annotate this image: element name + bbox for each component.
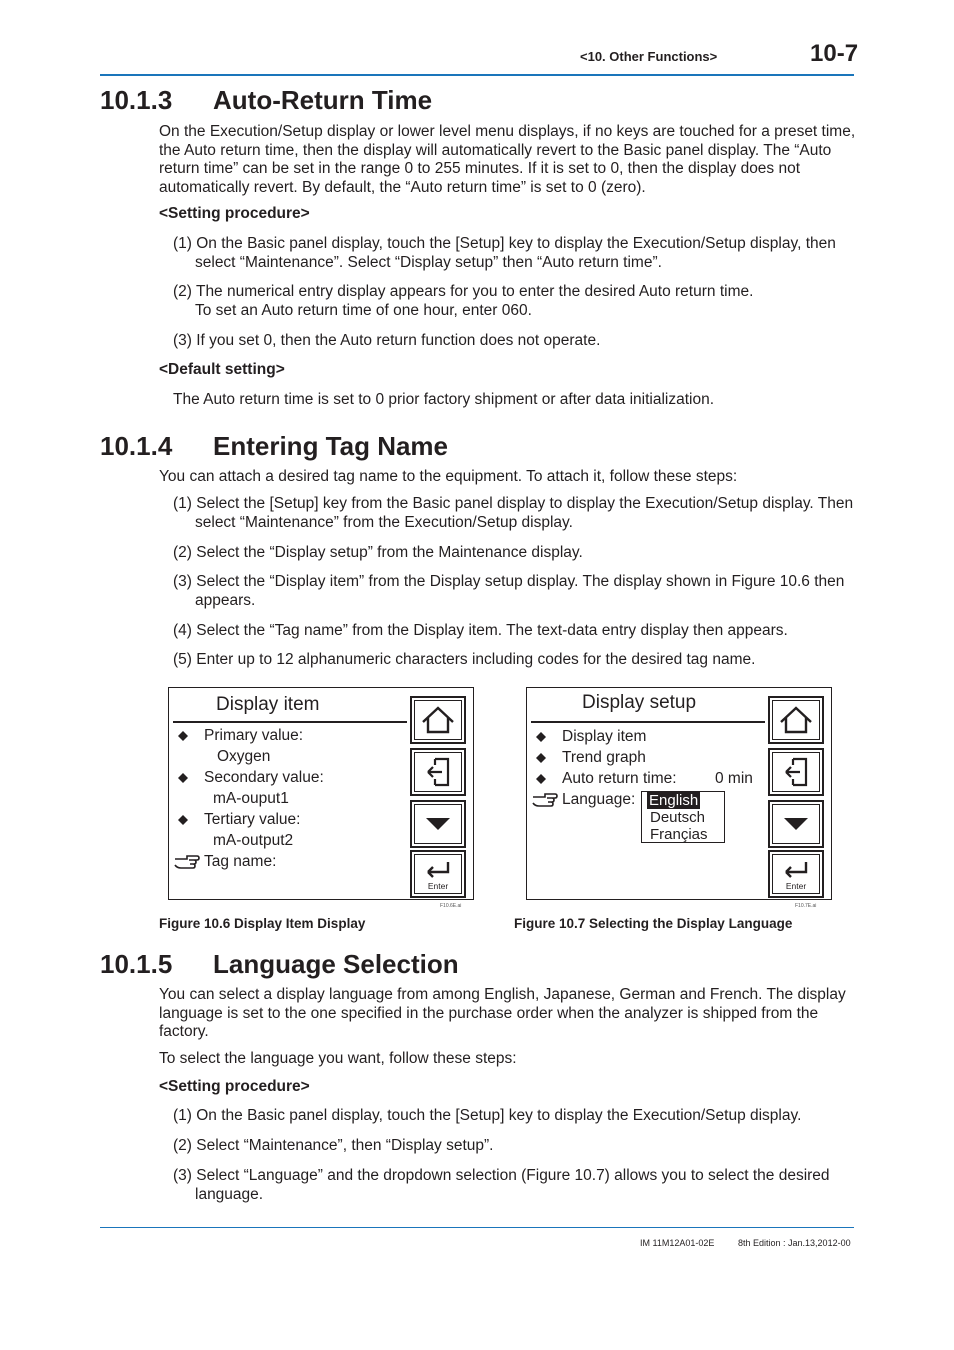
language-dropdown[interactable] [641, 791, 725, 843]
down-arrow-icon [411, 801, 465, 847]
step: (3) Select the “Display item” from the Display setup display. The display shown in Figure 10.6 then appears. [173, 573, 845, 609]
panel-title: Display setup [582, 692, 697, 713]
step: (2) Select “Maintenance”, then “Display setup”. [173, 1137, 494, 1154]
enter-button[interactable] [768, 850, 824, 898]
return-button[interactable] [410, 748, 466, 796]
step: (3) Select “Language” and the dropdown selection (Figure 10.7) allows you to select the desired language. [173, 1167, 830, 1203]
section-title: Entering Tag Name [213, 431, 449, 461]
enter-label: Enter [785, 881, 807, 891]
step: (5) Enter up to 12 alphanumeric characters including codes for the desired tag name. [173, 651, 756, 668]
down-button[interactable] [768, 800, 824, 848]
language-option[interactable]: Françias [650, 826, 708, 843]
paragraph: To select the language you want, follow these steps: [159, 1050, 517, 1067]
panel-title: Display item [216, 694, 320, 715]
step: (1) Select the [Setup] key from the Basic panel display to display the Execution/Setup display. Then select “Maintenance” from the Execution/Setup display. [173, 495, 854, 531]
diamond-icon [178, 809, 188, 836]
list-item-tag-name[interactable]: Tag name: [204, 853, 277, 870]
section-title: Auto-Return Time [213, 85, 433, 115]
step: (2) The numerical entry display appears for you to enter the desired Auto return time. [173, 283, 754, 300]
home-icon [769, 697, 823, 743]
footer-rule [100, 1227, 854, 1228]
exit-icon [411, 749, 465, 795]
paragraph: On the Execution/Setup display or lower level menu displays, if no keys are touched for a preset time, the Auto return time, then the display will automatically revert to the Basic panel display. The “Auto return time” can be set in the range 0 to 255 minutes. If it is set to 0, then the display does not automatically revert. By default, the “Auto return time” is set to 0 (zero). [159, 123, 856, 196]
running-header-section: <10. Other Functions> [580, 49, 718, 64]
language-option-selected[interactable]: English [649, 792, 699, 809]
figure-caption: Figure 10.7 Selecting the Display Language [514, 916, 793, 931]
step: (3) If you set 0, then the Auto return function does not operate. [173, 332, 601, 349]
edition-info: 8th Edition : Jan.13,2012-00 [738, 1238, 851, 1248]
return-button[interactable] [768, 748, 824, 796]
figure-caption: Figure 10.6 Display Item Display [159, 916, 366, 931]
step: (4) Select the “Tag name” from the Display item. The text-data entry display then appears. [173, 622, 788, 639]
section-number: 10.1.5 [100, 949, 173, 979]
enter-label: Enter [427, 881, 449, 891]
enter-button[interactable] [410, 850, 466, 898]
list-item[interactable]: Secondary value: [204, 769, 324, 786]
home-button[interactable] [410, 696, 466, 744]
figure-file-label: F10.6E.ai [440, 903, 462, 909]
subheading: <Setting procedure> [159, 205, 310, 222]
home-button[interactable] [768, 696, 824, 744]
paragraph: You can select a display language from among English, Japanese, German and French. The display language is set to the one specified in the purchase order when the analyzer is shipped from the factory. [159, 986, 846, 1040]
list-item[interactable]: Trend graph [562, 749, 646, 766]
list-item-value: Oxygen [217, 748, 271, 765]
down-arrow-icon [769, 801, 823, 847]
list-item[interactable]: Display item [562, 728, 647, 745]
diamond-icon [178, 767, 188, 794]
section-number: 10.1.4 [100, 431, 173, 461]
section-number: 10.1.3 [100, 85, 173, 115]
section-heading-10-1-4 [100, 431, 448, 462]
subheading: <Default setting> [159, 361, 285, 378]
title-underline [173, 721, 407, 723]
pointing-hand-icon [173, 851, 201, 876]
step: (2) Select the “Display setup” from the Maintenance display. [173, 544, 583, 561]
section-heading-10-1-3 [100, 85, 432, 116]
step-continuation: To set an Auto return time of one hour, enter 060. [195, 302, 532, 319]
pointing-hand-icon [531, 789, 559, 814]
home-icon [411, 697, 465, 743]
auto-return-value: 0 min [715, 770, 753, 787]
language-label: Language: [562, 791, 636, 808]
paragraph: The Auto return time is set to 0 prior factory shipment or after data initialization. [173, 391, 715, 408]
subheading: <Setting procedure> [159, 1078, 310, 1095]
document-number: IM 11M12A01-02E [640, 1238, 715, 1248]
step: (1) On the Basic panel display, touch the [Setup] key to display the Execution/Setup display. [173, 1107, 802, 1124]
list-item[interactable]: Primary value: [204, 727, 304, 744]
section-title: Language Selection [213, 949, 459, 979]
list-item[interactable]: Tertiary value: [204, 811, 301, 828]
paragraph: You can attach a desired tag name to the equipment. To attach it, follow these steps: [159, 468, 738, 485]
down-button[interactable] [410, 800, 466, 848]
display-setup-panel [526, 687, 832, 900]
display-item-panel [168, 687, 474, 900]
figure-file-label: F10.7E.ai [795, 903, 817, 909]
section-heading-10-1-5 [100, 949, 459, 980]
diamond-icon [178, 725, 188, 752]
page-number: 10-7 [810, 40, 859, 67]
title-underline [531, 721, 765, 723]
header-rule [100, 74, 854, 76]
list-item-value: mA-output2 [213, 832, 294, 849]
list-item-value: mA-ouput1 [213, 790, 289, 807]
step: (1) On the Basic panel display, touch the [Setup] key to display the Execution/Setup display, then select “Maintenance”. Select “Display setup” then “Auto return time”. [173, 235, 836, 271]
list-item[interactable]: Auto return time: [562, 770, 677, 787]
exit-icon [769, 749, 823, 795]
language-option[interactable]: Deutsch [650, 809, 706, 826]
